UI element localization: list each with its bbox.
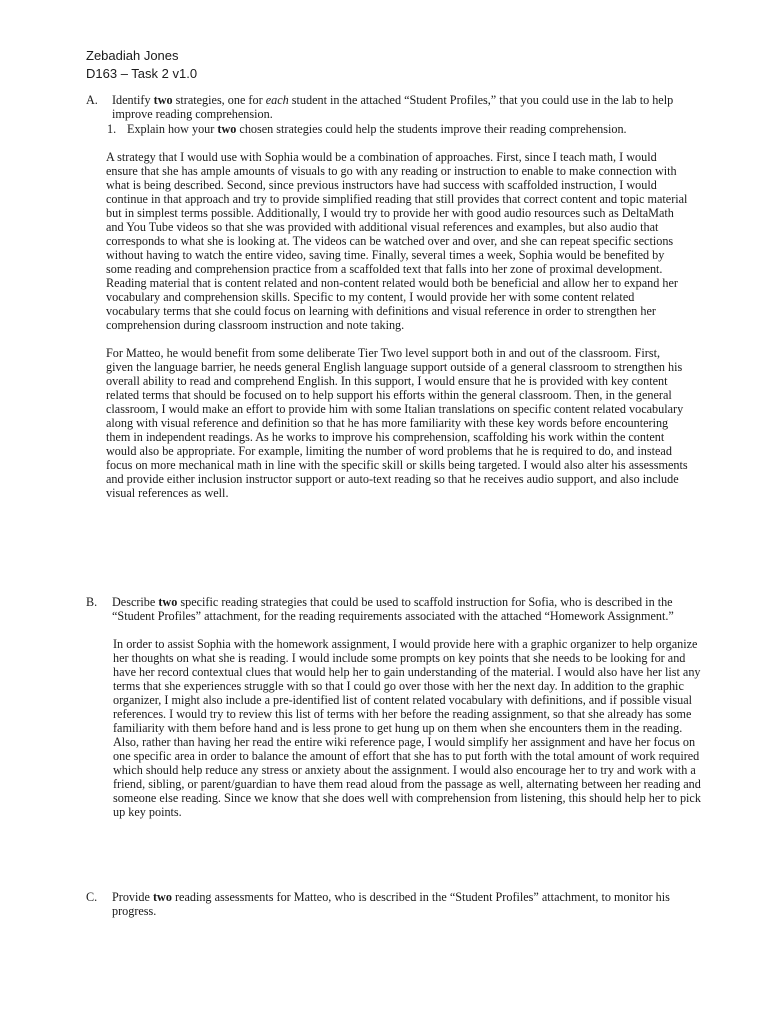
question-a-1-marker: 1. — [107, 122, 117, 136]
section-a — [86, 93, 706, 500]
question-c: C. Provide two reading assessments for Matteo, who is described in the “Student Profiles” attachment, to monitor his progress. — [86, 890, 670, 918]
section-c — [86, 890, 706, 918]
answer-a-paragraph-2: For Matteo, he would benefit from some deliberate Tier Two level support both in and out of the classroom. First, given the language barrier, he needs general English language support outside of a general classroom to strengthen his overall ability to read and comprehend English. In this support, I would ensure that he is provided with key content related terms that should be focused on to help support his efforts within the general classroom. Then, in the general classroom, I would make an effort to provide him with some Italian translations on specific content related vocabulary along with visual reference and definition so that he has more familiarity with these key words before encountering them in independent readings. As he works to improve his comprehension, scaffolding his work within the content would also be appropriate. For example, limiting the number of word problems that he is required to do, and instead focus on more mechanical math in line with the specific skill or skills being targeted. I would also alter his assessments and provide either inclusion instructor support or auto-text reading so that he receives audio support, and also include visual references as well. — [106, 346, 688, 500]
emphasis-each: each — [265, 93, 289, 107]
answer-a-paragraph-1: A strategy that I would use with Sophia would be a combination of approaches. First, since I teach math, I would ensure that she has ample amounts of visuals to go with any reading or instruction to enable to make connection with what is being described. Second, since previous instructors have had success with scaffolded instruction, I would continue in that approach and try to provide simplified reading that still provides that correct content and topic material but in simplest terms possible. Additionally, I would try to provide her with good audio resources such as DeltaMath and You Tube videos so that she was provided with additional visual references and examples, but also audio that corresponds to what she is looking at. The videos can be watched over and over, and she can repeat specific sections without having to watch the entire video, saving time. Finally, several times a week, Sophia would be benefited by some reading and comprehension practice from a scaffolded text that falls into her zone of proximal development. Reading material that is content related and non-content related would both be beneficial and allow her to expand her vocabulary and comprehension skills. Specific to my content, I would provide her with some content related vocabulary terms that she could focus on learning with definitions and visual reference in order to strengthen her comprehension during classroom instruction and note taking. — [106, 150, 688, 332]
task-title: D163 – Task 2 v1.0 — [86, 66, 198, 81]
question-a: A. Identify two strategies, one for each student in the attached “Student Profiles,” that you could use in the lab to help improve reading comprehension. — [86, 93, 674, 121]
emphasis-two: two — [153, 93, 173, 107]
emphasis-two: two — [158, 595, 178, 609]
author-name: Zebadiah Jones — [86, 48, 179, 63]
question-b-marker: B. — [86, 595, 98, 609]
document-header — [86, 47, 197, 83]
question-c-marker: C. — [86, 890, 98, 904]
question-a-1: 1. Explain how your two chosen strategies could help the students improve their reading comprehension. — [107, 122, 627, 136]
answer-b-paragraph-1: In order to assist Sophia with the homework assignment, I would provide here with a graphic organizer to help organize her thoughts on what she is reading. I would include some prompts on key points that she needs to be looking for and have her record contextual clues that would help her to gain understanding of the material. I would also have her list any terms that she experiences struggle with so that I could go over those with her the next day. In addition to the graphic organizer, I might also include a pre-identified list of content related vocabulary with definitions, and if possible visual references. I would try to review this list of terms with her before the reading assignment, so that she already has some familiarity with them before hand and is less prone to get hung up on them when she encounters them in the reading. Also, rather than having her read the entire wiki reference page, I would simplify her assignment and have her focus on one specific area in order to balance the amount of effort that she has to put forth with the total amount of work required which should help reduce any stress or anxiety about the assignment. I would also encourage her to try and work with a friend, sibling, or parent/guardian to have them read aloud from the passage as well, alternating between her reading and someone else reading. Since we know that she does well with comprehension from listening, this should help her to pick up key points. — [113, 637, 701, 819]
question-b: B. Describe two specific reading strategies that could be used to scaffold instruction for Sofia, who is described in the “Student Profiles” attachment, for the reading requirements associated with the attached “Homework Assignment.” — [86, 595, 674, 623]
section-b — [86, 595, 706, 819]
emphasis-two: two — [217, 122, 237, 136]
question-a-marker: A. — [86, 93, 98, 107]
emphasis-two: two — [152, 890, 172, 904]
